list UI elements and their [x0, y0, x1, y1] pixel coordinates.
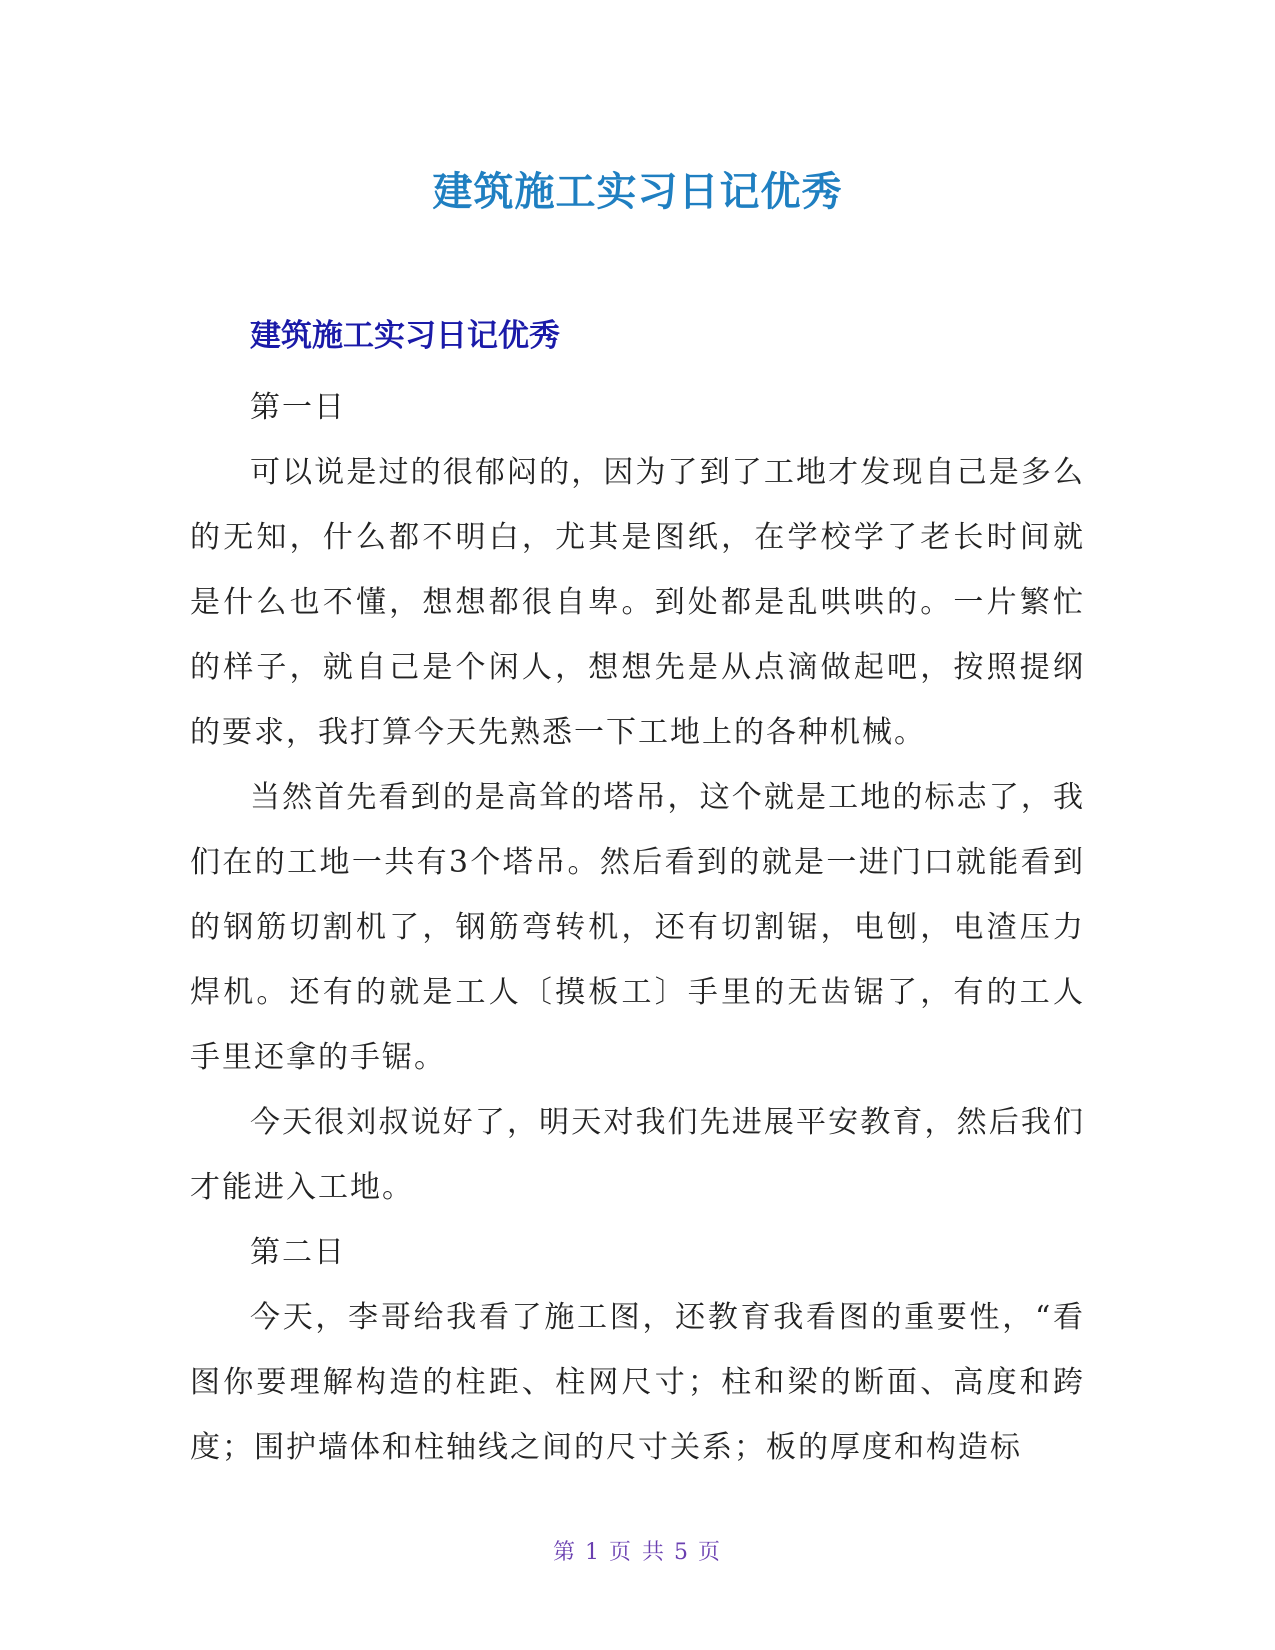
paragraph-day-two-label: 第二日	[250, 1235, 346, 1270]
footer-current-page: 1	[585, 1540, 601, 1565]
paragraph-day-one-label: 第一日	[250, 390, 346, 425]
footer-middle: 页 共	[609, 1540, 666, 1565]
section-heading: 建筑施工实习日记优秀	[250, 318, 560, 354]
footer-total-pages: 5	[674, 1540, 690, 1565]
document-title: 建筑施工实习日记优秀	[432, 169, 843, 215]
paragraph: 当然首先看到的是高耸的塔吊，这个就是工地的标志了，我们在的工地一共有3个塔吊。然后看到的就是一进门口就能看到的钢筋切割机了，钢筋弯转机，还有切割锯，电刨，电渣压力焊机。还有的就是工人〔摸板工〕手里的无齿锯了，有的工人手里还拿的手锯。	[190, 780, 1085, 1075]
paragraph: 可以说是过的很郁闷的，因为了到了工地才发现自己是多么的无知，什么都不明白，尤其是图纸，在学校学了老长时间就是什么也不懂，想想都很自卑。到处都是乱哄哄的。一片繁忙的样子，就自己是个闲人，想想先是从点滴做起吧，按照提纲的要求，我打算今天先熟悉一下工地上的各种机械。	[190, 455, 1085, 750]
paragraph: 今天很刘叔说好了，明天对我们先进展平安教育，然后我们才能进入工地。	[190, 1105, 1085, 1205]
footer-suffix: 页	[698, 1540, 723, 1565]
footer-prefix: 第	[552, 1540, 577, 1565]
paragraph: 今天，李哥给我看了施工图，还教育我看图的重要性，“看图你要理解构造的柱距、柱网尺寸；柱和梁的断面、高度和跨度；围护墙体和柱轴线之间的尺寸关系；板的厚度和构造标	[190, 1300, 1085, 1465]
document-body	[190, 375, 1085, 1480]
page-footer	[0, 1535, 1275, 1566]
